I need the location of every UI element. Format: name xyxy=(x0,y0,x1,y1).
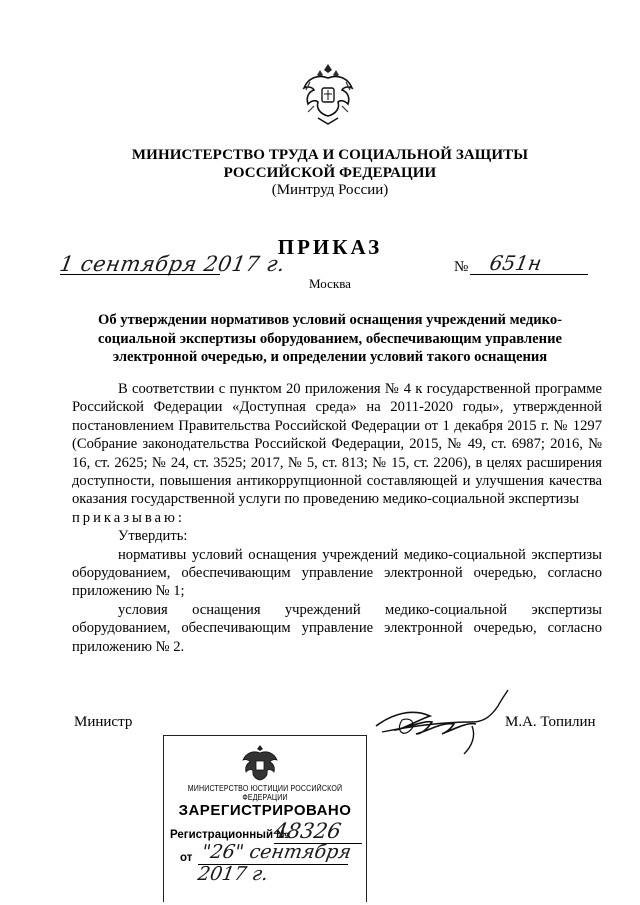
ministry-line-1: МИНИСТЕРСТВО ТРУДА И СОЦИАЛЬНОЙ ЗАЩИТЫ xyxy=(131,147,529,163)
stamp-organization: МИНИСТЕРСТВО ЮСТИЦИИ РОССИЙСКОЙ ФЕДЕРАЦИИ xyxy=(187,784,343,802)
ministry-name xyxy=(60,146,600,182)
ministry-short-name: (Минтруд России) xyxy=(271,182,389,198)
order-city: Москва xyxy=(309,276,351,291)
stamp-reg-label: Регистрационный № xyxy=(170,829,290,841)
approve-line: Утвердить: xyxy=(118,528,188,545)
order-word: приказываю: xyxy=(72,509,185,526)
ministry-line-2: РОССИЙСКОЙ ФЕДЕРАЦИИ xyxy=(223,165,437,181)
date-underline xyxy=(60,274,220,275)
order-title: ПРИКАЗ xyxy=(277,235,383,259)
stamp-date-label: от xyxy=(180,852,193,864)
preamble-paragraph: В соответствии с пунктом 20 приложения № 4 к государственной программе Российской Федерации «Доступная среда» на 2011-2020 годы», утвержденной постановлением Правительства Российской Федерации от 1 декабря 2015 г. № 1297 (Собрание законодательства Российской Федерации, 2015, № 49, ст. 6987; 2016, № 16, ст. 2625; № 24, ст. 3525; 2017, № 5, ст. 813; № 15, ст. 2206), в целях расширения доступности, повышения антикоррупционной составляющей и улучшения качества оказания государственной услуги по проведению медико-социальной экспертизы xyxy=(72,381,602,508)
order-date: 1 сентября 2017 г. xyxy=(57,252,288,276)
stamp-date-underline xyxy=(198,864,348,865)
signatory-name: М.А. Топилин xyxy=(505,714,596,730)
order-number: 651н xyxy=(487,251,544,275)
coat-of-arms-icon xyxy=(300,60,356,132)
signatory-position: Министр xyxy=(74,714,133,730)
order-number-label: № xyxy=(454,259,469,275)
approved-item-1: нормативы условий оснащения учреждений медико-социальной экспертизы оборудованием, обеспечивающим управление электронной очередью, согласно приложению № 1; xyxy=(72,546,602,600)
number-underline xyxy=(470,274,588,275)
order-body xyxy=(72,380,602,656)
stamp-date: "26" сентября 2017 г. xyxy=(196,841,353,885)
stamp-reg-number: 48326 xyxy=(271,819,343,843)
registration-stamp xyxy=(163,735,367,902)
approved-item-2: условия оснащения учреждений медико-социальной экспертизы оборудованием, обеспечивающим управление электронной очередью, согласно приложению № 2. xyxy=(72,601,602,655)
handwritten-signature-icon xyxy=(372,686,512,758)
stamp-emblem-icon xyxy=(240,742,280,786)
order-subject: Об утверждении нормативов условий оснащения учреждений медико-социальной экспертизы оборудованием, обеспечивающим управление электронной очередью, и определении условий такого оснащения xyxy=(98,312,562,366)
stamp-status: ЗАРЕГИСТРИРОВАНО xyxy=(178,802,352,819)
